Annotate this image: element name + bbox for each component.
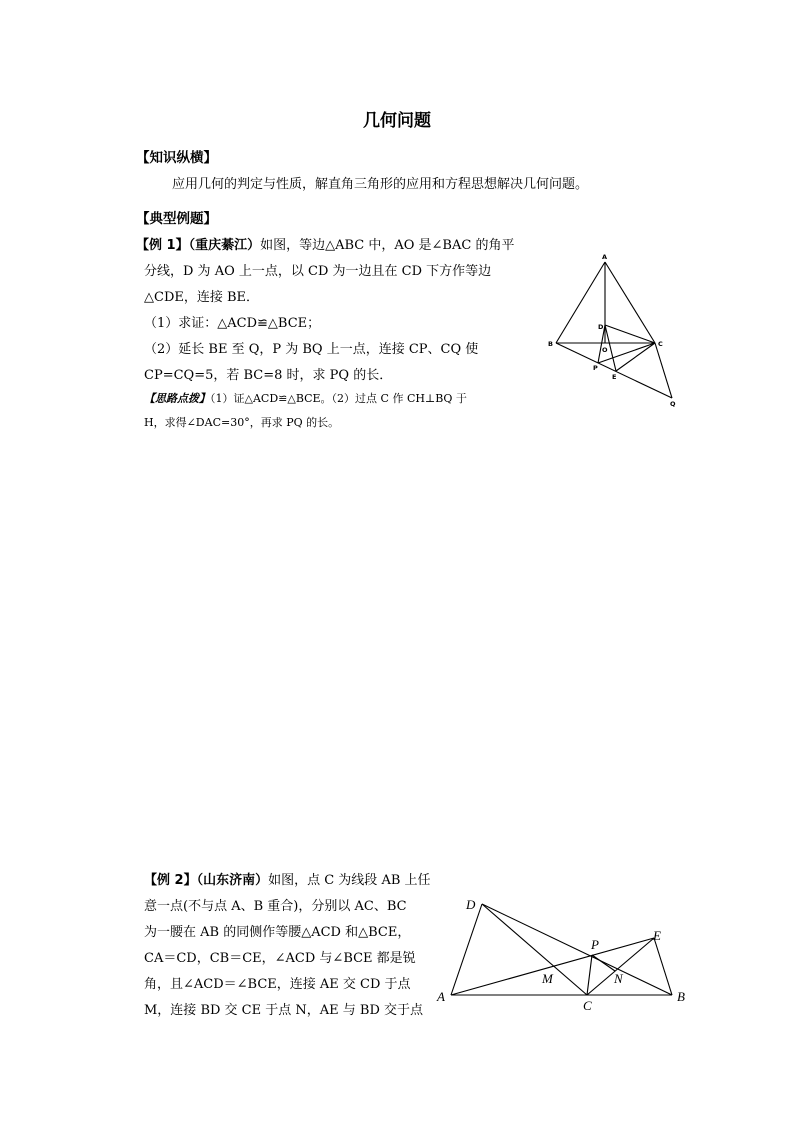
example1-tag: 【例 1】 [136, 238, 189, 253]
example1-line-2: 分线，D 为 AO 上一点，以 CD 为一边且在 CD 下方作等边 [144, 264, 492, 279]
examples-heading: 【典型例题】 [136, 211, 217, 227]
example2-tag: 【例 2】 [144, 873, 197, 888]
knowledge-text: 应用几何的判定与性质，解直角三角形的应用和方程思想解决几何问题。 [172, 177, 589, 192]
fig2-label-c: C [583, 998, 592, 1013]
example2-line-3: 为一腰在 AB 的同侧作等腰△ACD 和△BCE， [144, 925, 411, 940]
page-title: 几何问题 [363, 111, 431, 131]
example2-line-5: 角，且∠ACD＝∠BCE，连接 AE 交 CD 于点 [144, 977, 411, 992]
fig2-label-p: P [591, 937, 599, 952]
fig2-segment-bd [482, 904, 672, 995]
fig2-segment-ae [451, 938, 654, 995]
example2-text-1: 如图，点 C 为线段 AB 上任 [268, 873, 431, 888]
example1-question-2: （2）延长 BE 至 Q，P 为 BQ 上一点，连接 CP、CQ 使 [144, 342, 479, 357]
fig2-label-n: N [614, 971, 623, 986]
fig1-label-c: C [658, 340, 663, 348]
fig1-label-e: E [612, 373, 617, 381]
example2-line-6: M，连接 BD 交 CE 于点 N，AE 与 BD 交于点 [144, 1003, 424, 1018]
fig2-label-b: B [677, 989, 685, 1004]
example1-line-6: CP=CQ=5，若 BC=8 时，求 PQ 的长． [144, 368, 393, 383]
example2-line-2: 意一点(不与点 A、B 重合)，分别以 AC、BC [144, 899, 407, 914]
fig1-label-d: D [598, 323, 604, 331]
knowledge-heading: 【知识纵横】 [136, 150, 217, 166]
example1-hint-text-1: （1）证△ACD≌△BCE。（2）过点 C 作 CH⊥BQ 于 [210, 392, 467, 405]
fig2-segment-pc [587, 955, 592, 995]
fig2-label-d: D [466, 897, 476, 912]
example1-line-3: △CDE，连接 BE． [144, 290, 260, 305]
example2-source: （山东济南） [196, 873, 269, 888]
fig2-segment-eb [654, 938, 672, 995]
example1-question-1: （1）求证：△ACD≌△BCE； [144, 316, 321, 331]
fig1-label-a: A [602, 253, 608, 261]
fig2-segment-ad [451, 904, 482, 995]
fig2-label-m: M [542, 971, 553, 986]
fig2-segment-pn [592, 955, 615, 971]
fig1-label-b: B [548, 340, 553, 348]
example1-text-1: 如图，等边△ABC 中，AO 是∠BAC 的角平 [260, 238, 515, 253]
example1-hint-tag: 【思路点拨】 [144, 392, 210, 405]
example1-hint-2: H，求得∠DAC=30°，再求 PQ 的长。 [144, 416, 340, 429]
example2-line-4: CA＝CD，CB＝CE，∠ACD 与∠BCE 都是锐 [144, 951, 416, 966]
fig2-label-e: E [653, 928, 661, 943]
fig1-label-q: Q [670, 400, 676, 408]
fig2-label-a: A [437, 989, 445, 1004]
example1-source: （重庆綦江） [188, 238, 261, 253]
fig1-label-o: O [602, 346, 608, 354]
fig1-label-p: P [593, 364, 598, 372]
